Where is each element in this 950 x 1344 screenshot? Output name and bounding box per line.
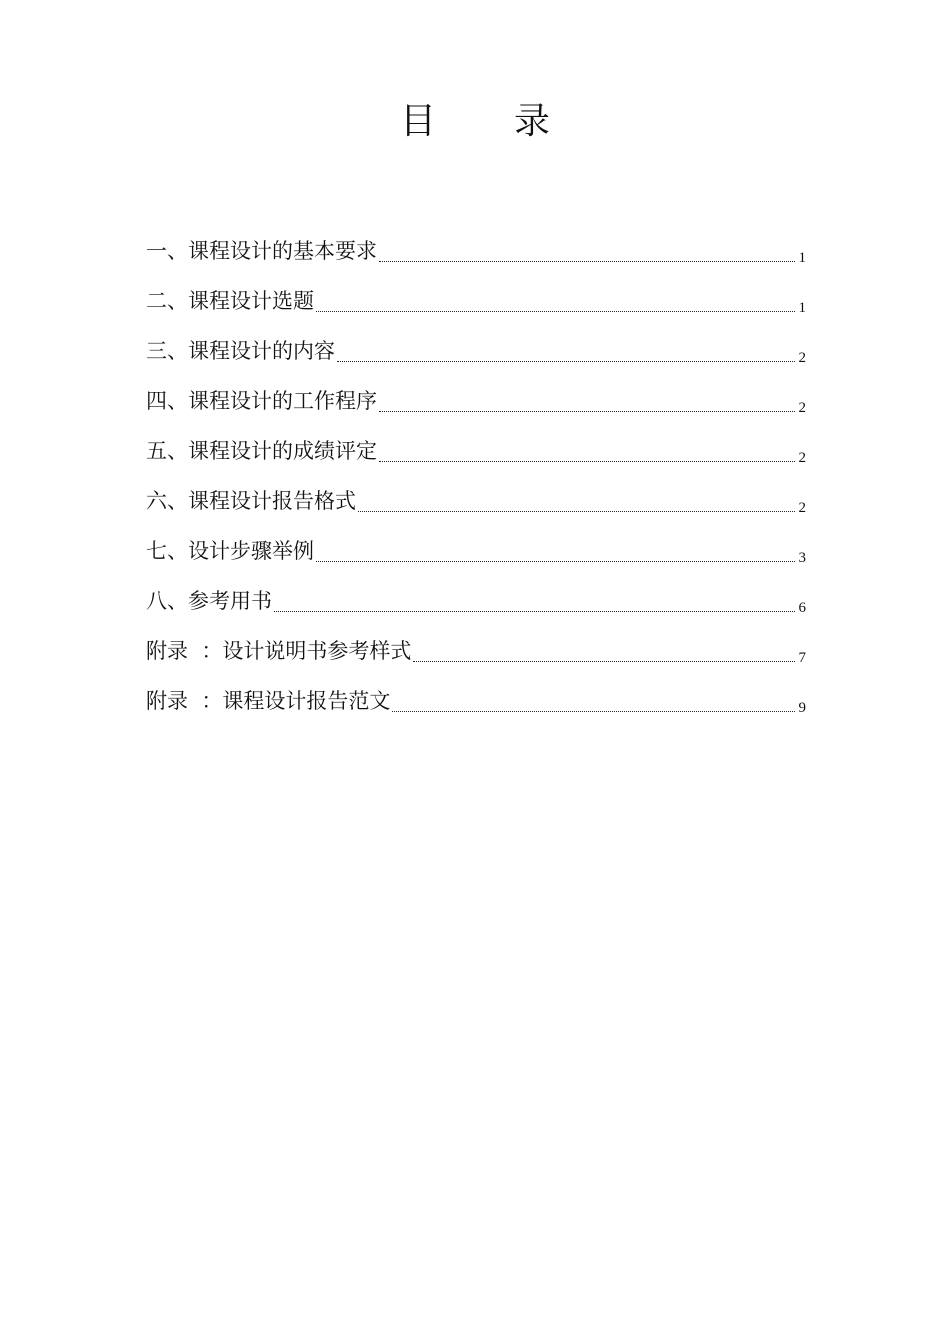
toc-entry-page: 7 xyxy=(798,650,806,666)
toc-entry-label: 七、设计步骤举例 xyxy=(146,539,314,563)
toc-entry-page: 6 xyxy=(798,600,806,616)
toc-entry[interactable] xyxy=(146,316,806,366)
toc-dot-leader xyxy=(413,661,795,662)
toc-dot-leader xyxy=(274,611,795,612)
toc-dot-leader xyxy=(337,361,795,362)
toc-entry[interactable] xyxy=(146,516,806,566)
toc-entry-label: 一、课程设计的基本要求 xyxy=(146,239,377,263)
toc-entry-page: 2 xyxy=(798,350,806,366)
toc-dot-leader xyxy=(316,561,795,562)
toc-entry[interactable] xyxy=(146,666,806,716)
toc-entry-label: 四、课程设计的工作程序 xyxy=(146,389,377,413)
table-of-contents xyxy=(146,216,806,716)
toc-entry-label: 三、课程设计的内容 xyxy=(146,339,335,363)
toc-entry-label: 八、参考用书 xyxy=(146,589,272,613)
toc-entry-page: 2 xyxy=(798,500,806,516)
toc-entry-label: 五、课程设计的成绩评定 xyxy=(146,439,377,463)
toc-entry[interactable] xyxy=(146,216,806,266)
toc-entry-page: 3 xyxy=(798,550,806,566)
toc-entry[interactable] xyxy=(146,616,806,666)
toc-entry-label: 附录 ：课程设计报告范文 xyxy=(146,689,391,713)
toc-entry-page: 1 xyxy=(798,250,806,266)
title-char-1: 目 xyxy=(399,101,436,142)
toc-dot-leader xyxy=(392,711,795,712)
toc-entry-page: 2 xyxy=(798,450,806,466)
toc-dot-leader xyxy=(379,261,795,262)
toc-dot-leader xyxy=(379,461,795,462)
toc-entry[interactable] xyxy=(146,266,806,316)
toc-entry[interactable] xyxy=(146,566,806,616)
toc-entry-page: 9 xyxy=(798,700,806,716)
toc-entry[interactable] xyxy=(146,466,806,516)
toc-dot-leader xyxy=(379,411,795,412)
toc-entry-label: 附录 ：设计说明书参考样式 xyxy=(146,639,412,663)
title-char-2: 录 xyxy=(514,101,551,142)
toc-entry-page: 2 xyxy=(798,400,806,416)
toc-entry[interactable] xyxy=(146,366,806,416)
toc-entry[interactable] xyxy=(146,416,806,466)
toc-entry-page: 1 xyxy=(798,300,806,316)
toc-entry-label: 六、课程设计报告格式 xyxy=(146,489,356,513)
toc-dot-leader xyxy=(316,311,795,312)
toc-dot-leader xyxy=(358,511,795,512)
toc-title xyxy=(0,98,950,146)
toc-entry-label: 二、课程设计选题 xyxy=(146,289,314,313)
